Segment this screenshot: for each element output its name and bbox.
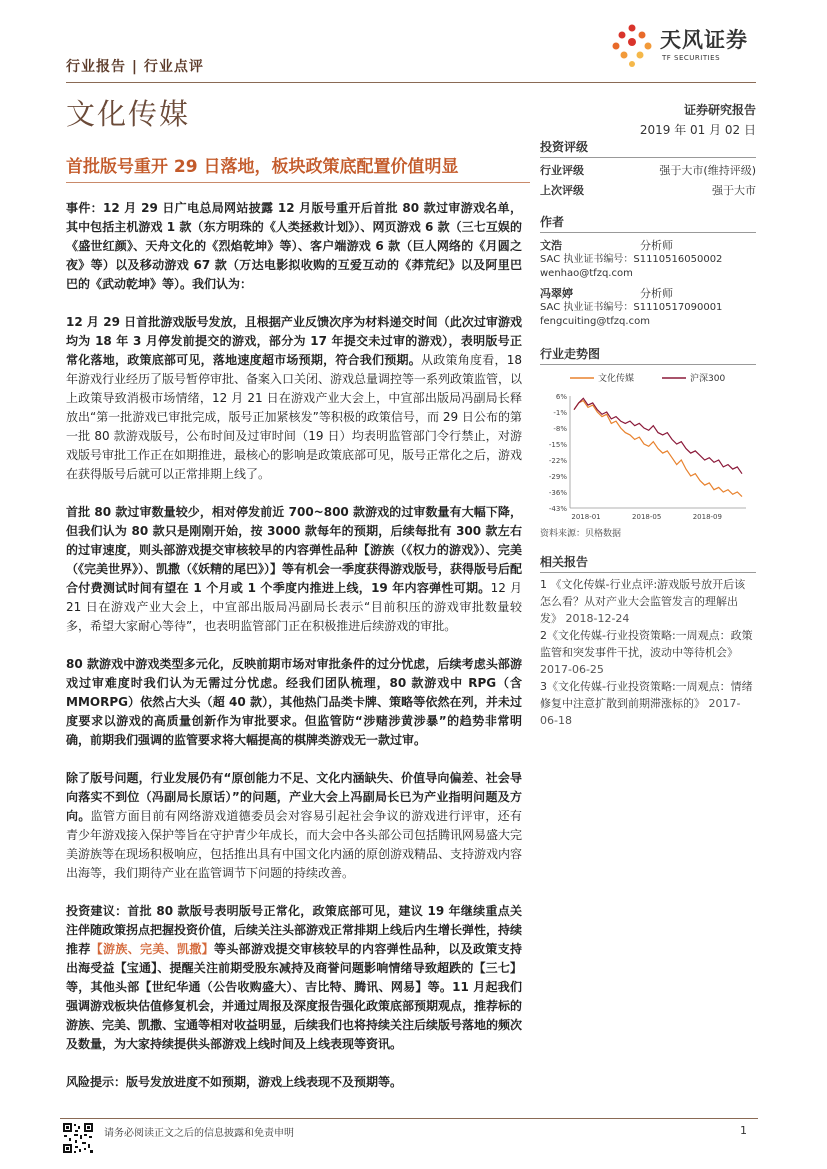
- prev-rating-value: 强于大市: [712, 184, 756, 197]
- y-tick-label: 6%: [555, 393, 567, 401]
- company-logo: [610, 22, 770, 68]
- related-report-text[interactable]: 2《文化传媒-行业投资策略:一周观点：政策监管和突发事件干扰，波动中等待机会》: [540, 629, 753, 659]
- event-lead: 事件：: [66, 201, 104, 215]
- risk-warning: 风险提示：版号发放进度不如预期，游戏上线表现不及预期等。: [66, 1075, 403, 1089]
- author-sac: SAC 执业证书编号：S1110517090001: [540, 302, 723, 313]
- related-report-date: 2017-06-25: [540, 663, 604, 676]
- series-line-media: [574, 401, 742, 497]
- author-card: [540, 239, 756, 281]
- related-report-text[interactable]: 3《文化传媒-行业投资策略:一周观点：情绪修复中注意扩散到前期滞涨标的》: [540, 680, 753, 710]
- logo-dots-icon: [610, 22, 658, 68]
- report-kind: 证券研究报告: [683, 103, 756, 117]
- invest-rest: 等头部游戏提交审核较早的内容弹性品种，以及政策支持出海受益【宝通】、提醒关注前期受股东减持及商誉问题影响情绪导致超跌的【三七】等，其他头部【世纪华通（公告收购盛大）、吉比特、腾讯、网易】等。11 月起我们强调游戏板块估值修复机会，并通过周报及深度报告强化政策底部预期观点，推荐标的游族、完美、凯撒、宝通等相对收益明显，后续我们也将持续关注后续版号落地的频次及数量，为大家持续提供头部游戏上线时间及上线表现等资讯。: [66, 942, 523, 1051]
- rating-title: 投资评级: [540, 138, 756, 158]
- authors-title: 作者: [540, 213, 756, 233]
- y-tick-label: -36%: [548, 489, 567, 497]
- related-report-date: 2018-12-24: [565, 612, 630, 625]
- author-email[interactable]: fengcuiting@tfzq.com: [540, 316, 650, 327]
- author-role: 分析师: [640, 239, 673, 252]
- x-tick-label: 2018-01: [571, 513, 601, 521]
- paragraph-count: [66, 503, 522, 636]
- industry-rating-label: 行业评级: [540, 164, 584, 177]
- author-role: 分析师: [640, 287, 673, 300]
- brand-name: 天风证券: [660, 28, 748, 52]
- count-rest: 12 月 21 日在游戏产业大会上，中宣部出版局冯副局长表示“目前积压的游戏审批数量较多，希望大家耐心等待”，也表明监管部门正在积极推进后续游戏的审批。: [66, 581, 522, 633]
- event-body: 12 月 29 日广电总局网站披露 12 月版号重开后首批 80 款过审游戏名单，其中包括主机游戏 1 款（东方明珠的《人类拯救计划》）、网页游戏 6 款（三七互娱的《盛世红颜》、天舟文化的《烈焰乾坤》等）、客户端游戏 6 款（巨人网络的《月圆之夜》等）以及移动游戏 67 款（万达电影拟收购的互爱互动的《莽荒纪》以及阿里巴巴的《武动乾坤》等）。我们认为：: [66, 201, 522, 291]
- related-report-item[interactable]: [540, 627, 756, 678]
- author-card: [540, 287, 756, 329]
- sidebar: [540, 138, 756, 729]
- x-tick-label: 2018-09: [692, 513, 722, 521]
- header-divider: [66, 82, 756, 83]
- policy-bold: 12 月 29 日首批游戏版号发放，且根据产业反馈次序为材料递交时间（此次过审游戏均为 18 年 3 月停发前提交的游戏，部分为 17 年提交未过审的游戏），表明版号正常化落地，政策底部可见，落地速度超市场预期，符合我们预期。: [66, 315, 522, 367]
- footer-disclaimer[interactable]: 请务必阅读正文之后的信息披露和免责申明: [104, 1128, 294, 1139]
- main-body: [66, 199, 522, 1092]
- issues-bold: 除了版号问题，行业发展仍有“原创能力不足、文化内涵缺失、价值导向偏差、社会导向落实不到位（冯副局长原话）”的问题，产业大会上冯副局长已为产业指明问题及方向。: [66, 771, 522, 823]
- industry-rating-row: [540, 161, 756, 181]
- types-bold: 80 款游戏中游戏类型多元化，反映前期市场对审批条件的过分忧虑，后续考虑头部游戏过审难度时我们认为无需过分忧虑。经我们团队梳理，80 款游戏中 RPG（含 MMORPG）依然占大头（超 40 款），其他热门品类卡牌、策略等依然在列，并未过度要求以游戏的高质量创新作为审批要求。但监管防“涉赌涉黄涉暴”的趋势非常明确，前期我们强调的监管要求将大幅提高的棋牌类游戏无一款过审。: [66, 657, 522, 747]
- paragraph-event: [66, 199, 522, 294]
- qr-code-icon: [62, 1122, 94, 1154]
- brand-name-en: TF SECURITIES: [662, 54, 721, 62]
- invest-lead: 投资建议：首批 80 款版号表明版号正常化，政策底部可见，建议 19 年继续重点关注伴随政策拐点把握投资价值，后续关注头部游戏正常排期上线后内生增长弹性，持续推荐: [66, 904, 523, 956]
- report-date: 2019 年 01 月 02 日: [639, 123, 756, 137]
- invest-highlight: 【游族、完美、凯撒】: [90, 942, 214, 956]
- chart-source: 资料来源：贝格数据: [540, 529, 622, 539]
- headline: 首批版号重开 29 日落地，板块政策底配置价值明显: [66, 157, 459, 177]
- author-name: 冯翠婷: [540, 287, 573, 300]
- related-report-text[interactable]: 1 《文化传媒-行业点评:游戏版号放开后该怎么看？从对产业大会监管发言的理解出发》: [540, 578, 746, 625]
- paragraph-policy: [66, 313, 522, 484]
- footer-divider: [60, 1118, 758, 1119]
- prev-rating-label: 上次评级: [540, 184, 584, 197]
- related-report-item[interactable]: [540, 678, 756, 729]
- paragraph-types: [66, 655, 522, 750]
- issues-rest: 监管方面目前有网络游戏道德委员会对容易引起社会争议的游戏进行评审，还有青少年游戏接入保护等旨在守护青少年成长，而大会中各头部公司包括腾讯网易盛大完美游族等在现场积极响应，包括推出具有中国文化内涵的原创游戏精品、支持游戏内容出海等，我们期待产业在监管调节下问题的持续改善。: [66, 809, 523, 880]
- headline-divider: [66, 182, 530, 183]
- trend-chart-svg: [540, 368, 756, 524]
- industry-title: 文化传媒: [66, 97, 191, 131]
- related-report-date: 2017-06-18: [540, 697, 741, 727]
- author-name: 文浩: [540, 239, 562, 252]
- trend-title: 行业走势图: [540, 345, 756, 365]
- x-tick-label: 2018-05: [632, 513, 662, 521]
- prev-rating-row: [540, 181, 756, 201]
- page-number: 1: [740, 1124, 747, 1137]
- y-tick-label: -8%: [553, 425, 567, 433]
- legend-label: 沪深300: [690, 374, 726, 384]
- paragraph-industry-issues: [66, 769, 522, 883]
- y-tick-label: -43%: [548, 505, 567, 513]
- y-tick-label: -15%: [548, 441, 567, 449]
- author-email[interactable]: wenhao@tfzq.com: [540, 268, 633, 279]
- related-title: 相关报告: [540, 553, 756, 573]
- y-tick-label: -22%: [548, 457, 567, 465]
- industry-rating-value: 强于大市(维持评级): [659, 164, 756, 177]
- policy-rest: 从政策角度看，18 年游戏行业经历了版号暂停审批、备案入口关闭、游戏总量调控等一系列政策监管，以上政策导致消极市场情绪，12 月 21 日在游戏产业大会上，中宣部出版局冯副局长释放出“第一批游戏已审批完成，版号正加紧核发”等积极的政策信号，而 29 日公布的第一批 80 款游戏版号，公布时间及过审时间（19 日）均表明监管部门令行禁止，对游戏版号审批工作正在如期推进，最核心的影响是政策底部可见，版号正常化之后，游戏在获得版号后就可以正常排期上线了。: [66, 353, 523, 481]
- trend-chart: [540, 368, 756, 524]
- series-line-hs300: [574, 398, 742, 473]
- count-bold: 首批 80 款过审数量较少，相对停发前近 700~800 款游戏的过审数量有大幅下降，但我们认为 80 款只是刚刚开始，按 3000 款每年的预期，后续每批有 300 款左右的过审速度，则头部游戏提交审核较早的内容弹性品种【游族（《权力的游戏》）、完美（《完美世界》）、凯撒（《妖精的尾巴》）】等有机会一季度获得游戏版号，获得版号后配合付费测试时间有望在 1 个月或 1 个季度内推进上线，19 年内容弹性可期。: [66, 505, 523, 595]
- y-tick-label: -29%: [548, 473, 567, 481]
- author-sac: SAC 执业证书编号：S1110516050002: [540, 254, 723, 265]
- related-report-item[interactable]: [540, 576, 756, 627]
- report-type: 行业报告 | 行业点评: [66, 59, 204, 75]
- legend-label: 文化传媒: [598, 374, 635, 384]
- y-tick-label: -1%: [553, 409, 567, 417]
- paragraph-investment: [66, 902, 522, 1054]
